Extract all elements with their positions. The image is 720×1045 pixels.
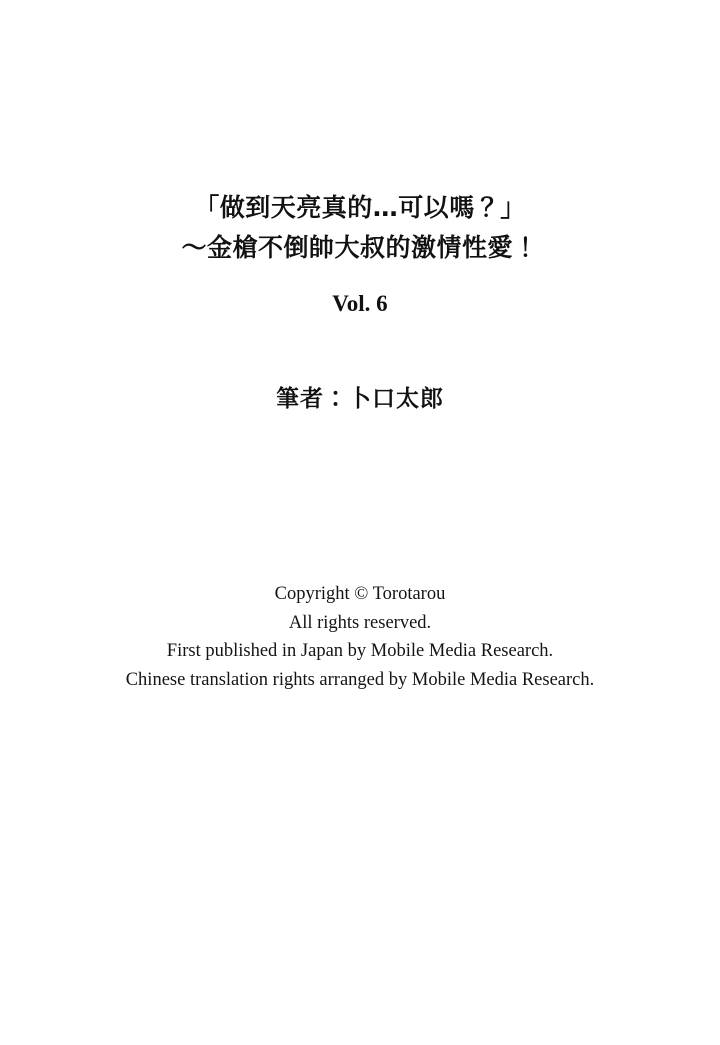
copyright-line: First published in Japan by Mobile Media Research. — [166, 641, 554, 661]
page-title-line-2: ～金槍不倒帥大叔的激情性愛！ — [181, 233, 539, 262]
copyright-line: Chinese translation rights arranged by Mobile Media Research. — [125, 669, 595, 690]
copyright-line: Copyright © Torotarou — [274, 584, 446, 604]
volume-label: Vol. 6 — [332, 291, 388, 316]
author-label: 筆者：卜口太郎 — [276, 386, 444, 412]
page-title-line-1: 「做到天亮真的…可以嗎？」 — [194, 193, 526, 222]
title-block — [0, 188, 720, 268]
copyright-block — [0, 580, 720, 694]
copyright-line: All rights reserved. — [288, 612, 432, 633]
